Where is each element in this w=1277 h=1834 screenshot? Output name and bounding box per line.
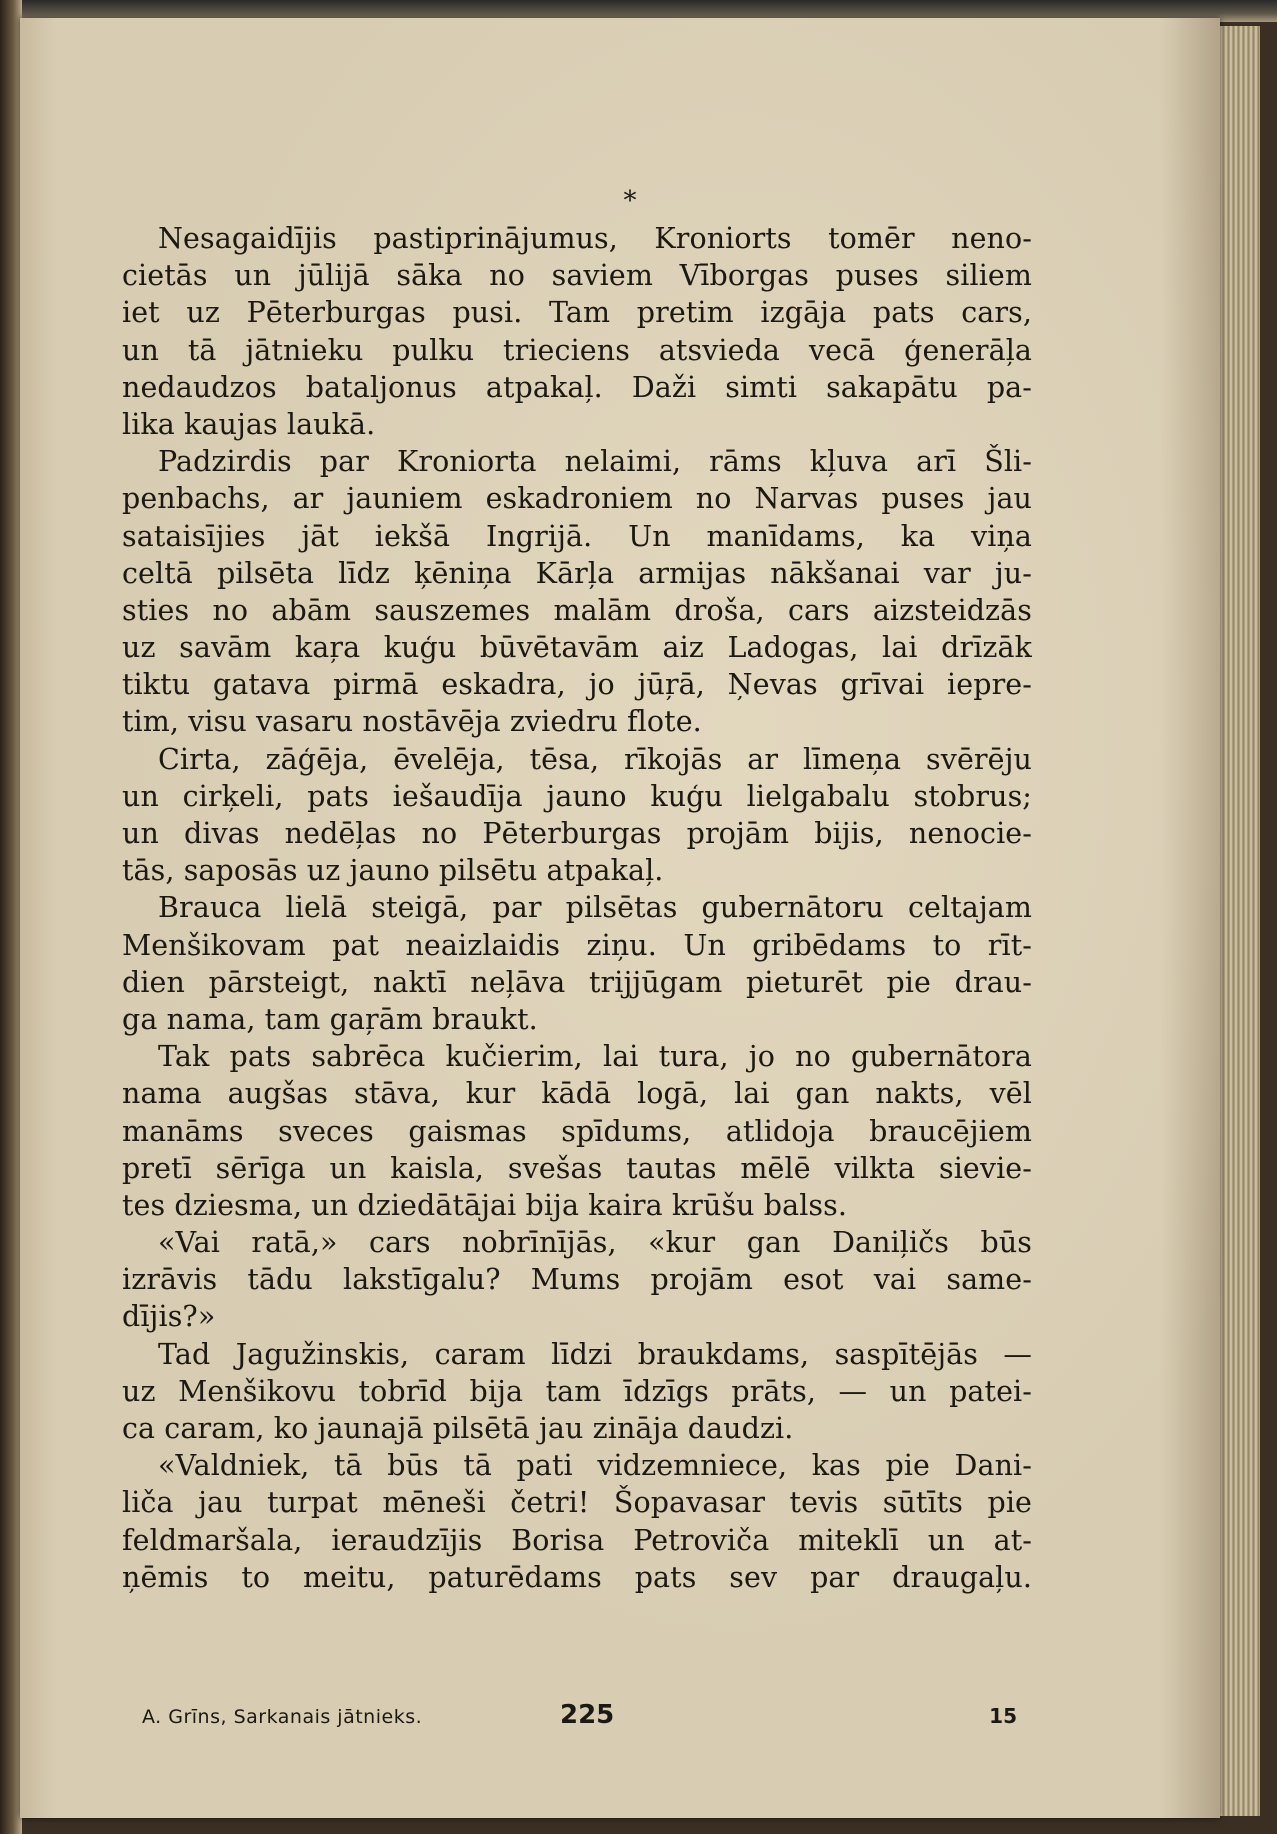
text-line: un divas nedēļas no Pēterburgas projām bijis, nenocie- [122, 817, 1032, 850]
text-line: nedaudzos bataljonus atpakaļ. Daži simti sakapātu pa- [122, 370, 1032, 404]
page-footer [142, 1700, 1017, 1740]
text-line: lika kaujas laukā. [122, 407, 376, 441]
text-line: Nesagaidījis pastiprinājumus, Kroniorts tomēr neno- [158, 222, 1032, 255]
text-line: uz Menšikovu tobrīd bija tam īdzīgs prāts, — un patei- [122, 1374, 1032, 1408]
text-line: penbachs, ar jauniem eskadroniem no Narvas puses jau [122, 482, 1032, 516]
text-line: nama augšas stāva, kur kādā logā, lai gan nakts, vēl [122, 1077, 1032, 1111]
text-line: cietās un jūlijā sāka no saviem Vīborgas puses siliem [122, 259, 1032, 293]
text-line: ņēmis to meitu, paturēdams pats sev par draugaļu. [122, 1560, 1032, 1594]
text-line: celtā pilsēta līdz ķēniņa Kārļa armijas nākšanai var ju- [122, 556, 1032, 590]
text-line: Menšikovam pat neaizlaidis ziņu. Un gribēdams to rīt- [122, 928, 1032, 962]
text-line: «Vai ratā,» cars nobrīnījās, «kur gan Daniļičs būs [158, 1226, 1032, 1260]
page-stack-edge [1220, 26, 1260, 1816]
text-line: Padzirdis par Kroniorta nelaimi, rāms kļuva arī Šli- [158, 445, 1032, 479]
text-line: «Valdniek, tā būs tā pati vidzemniece, kas pie Dani- [158, 1449, 1032, 1483]
text-line: sataisījies jāt iekšā Ingrijā. Un manīdams, ka viņa [122, 519, 1032, 553]
text-line: ga nama, tam gaŗām braukt. [122, 1002, 538, 1036]
text-line: un tā jātnieku pulku trieciens atsvieda vecā ģenerāļa [122, 333, 1032, 367]
text-line: ca caram, ko jaunajā pilsētā jau zināja daudzi. [122, 1412, 794, 1445]
page-number: 225 [560, 1700, 615, 1730]
text-line: un cirķeli, pats iešaudīja jauno kuģu lielgabalu stobrus; [122, 779, 1032, 813]
text-line: pretī sērīga un kaisla, svešas tautas mēlē vilkta sievie- [122, 1151, 1032, 1185]
text-line: feldmaršala, ieraudzījis Borisa Petroviča miteklī un at- [122, 1523, 1032, 1557]
text-line: iet uz Pēterburgas pusi. Tam pretim izgāja pats cars, [122, 296, 1032, 330]
sheet-number: 15 [989, 1704, 1017, 1728]
text-line: tim, visu vasaru nostāvēja zviedru flote. [122, 705, 702, 739]
text-line: Tad Jagužinskis, caram līdzi braukdams, saspītējās — [158, 1337, 1032, 1371]
book-binding [0, 0, 22, 1834]
text-line: sties no abām sauszemes malām droša, cars aizsteidzās [122, 593, 1032, 627]
text-line: tās, saposās uz jauno pilsētu atpakaļ. [122, 854, 664, 888]
text-line: tiktu gatava pirmā eskadra, jo jūŗā, Ņevas grīvai iepre- [122, 668, 1032, 702]
text-line: Tak pats sabrēca kučierim, lai tura, jo no gubernātora [158, 1040, 1032, 1074]
text-line: liča jau turpat mēneši četri! Šopavasar tevis sūtīts pie [122, 1486, 1032, 1520]
text-line: dien pārsteigt, naktī neļāva trijjūgam pieturēt pie drau- [122, 965, 1032, 999]
sheet-signature: A. Grīns, Sarkanais jātnieks. [142, 1706, 423, 1728]
text-line: tes dziesma, un dziedātājai bija kaira krūšu balss. [122, 1188, 848, 1222]
text-line: dījis?» [122, 1300, 216, 1334]
body-text [122, 220, 1032, 1596]
text-line: Cirta, zāģēja, ēvelēja, tēsa, rīkojās ar līmeņa svērēju [158, 742, 1032, 776]
text-line: manāms sveces gaismas spīdums, atlidoja braucējiem [122, 1114, 1032, 1148]
text-line: Brauca lielā steigā, par pilsētas gubernātoru celtajam [158, 891, 1032, 925]
text-line: uz savām kaŗa kuģu būvētavām aiz Ladogas, lai drīzāk [122, 631, 1032, 665]
text-line: izrāvis tādu lakstīgalu? Mums projām esot vai same- [122, 1263, 1032, 1297]
section-separator: * [623, 186, 637, 216]
